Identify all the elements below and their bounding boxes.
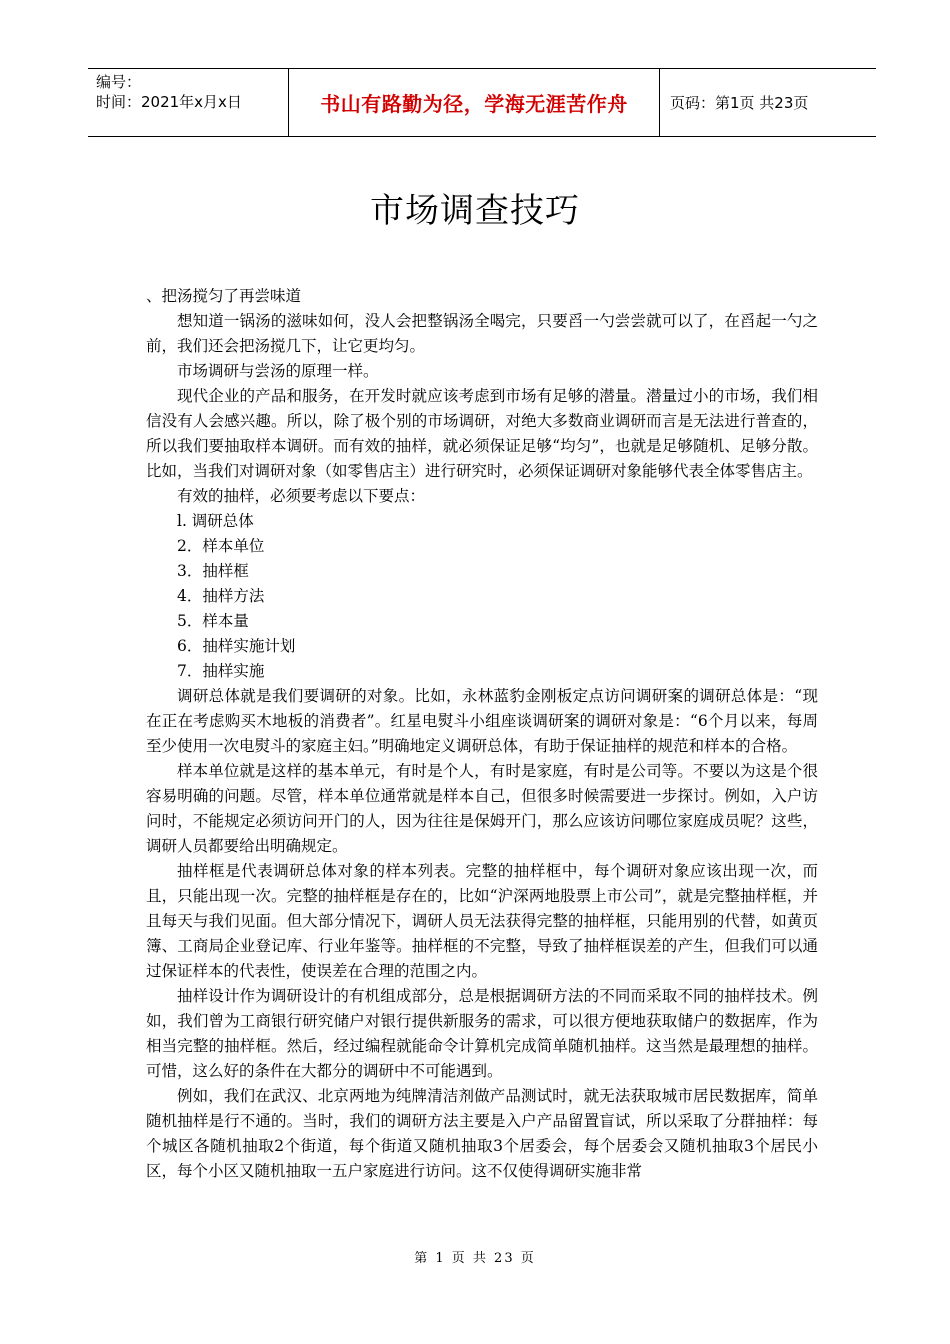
paragraph: 有效的抽样，必须要考虑以下要点： [177,487,426,505]
header-motto: 书山有路勤为径，学海无涯苦作舟 [288,69,660,136]
list-item: 7．抽样实施 [177,662,265,680]
section-heading: 、把汤搅匀了再尝味道 [146,287,302,305]
paragraph: 例如，我们在武汉、北京两地为纯牌清洁剂做产品测试时，就无法获取城市居民数据库，简单随机抽样是行不通的。当时，我们的调研方法主要是入户产品留置盲试，所以采取了分群抽样：每个城区各随机抽取2个街道，每个街道又随机抽取3个居委会，每个居委会又随机抽取3个居民小区，每个小区又随机抽取一五户家庭进行访问。这不仅使得调研实施非常 [146,1087,818,1180]
list-item: 3．抽样框 [177,562,249,580]
paragraph: 调研总体就是我们要调研的对象。比如，永林蓝豹金刚板定点访问调研案的调研总体是：“现在正在考虑购买木地板的消费者”。红星电熨斗小组座谈调研案的调研对象是：“6个月以来，每周至少使用一次电熨斗的家庭主妇。”明确地定义调研总体，有助于保证抽样的规范和样本的合格。 [146,687,818,755]
list-item: l. 调研总体 [177,512,254,530]
paragraph: 市场调研与尝汤的原理一样。 [177,362,379,380]
list-item: 4．抽样方法 [177,587,265,605]
paragraph: 样本单位就是这样的基本单元，有时是个人，有时是家庭，有时是公司等。不要以为这是个很容易明确的问题。尽管，样本单位通常就是样本自己，但很多时候需要进一步探讨。例如，入户访问时，不能规定必须访问开门的人，因为往往是保姆开门，那么应该访问哪位家庭成员呢？这些，调研人员都要给出明确规定。 [146,762,818,855]
header-page-label: 页码：第1页 共23页 [670,94,809,112]
document-body [146,284,818,1184]
header-table [88,68,876,137]
paragraph: 想知道一锅汤的滋味如何，没人会把整锅汤全喝完，只要舀一勺尝尝就可以了，在舀起一勺之前，我们还会把汤搅几下，让它更均匀。 [146,312,818,355]
page-footer: 第 1 页 共 23 页 [414,1251,536,1266]
document-title: 市场调查技巧 [370,190,580,231]
time-label: 时间：2021年x月x日 [96,93,242,111]
paragraph: 现代企业的产品和服务，在开发时就应该考虑到市场有足够的潜量。潜量过小的市场，我们相信没有人会感兴趣。所以，除了极个别的市场调研，对绝大多数商业调研而言是无法进行普查的，所以我们要抽取样本调研。而有效的抽样，就必须保证足够“均匀”，也就是足够随机、足够分散。比如，当我们对调研对象（如零售店主）进行研究时，必须保证调研对象能够代表全体零售店主。 [146,387,818,480]
number-label: 编号： [96,73,142,91]
header-meta [88,69,288,136]
list-item: 2．样本单位 [177,537,265,555]
paragraph: 抽样设计作为调研设计的有机组成部分，总是根据调研方法的不同而采取不同的抽样技术。例如，我们曾为工商银行研究储户对银行提供新服务的需求，可以很方便地获取储户的数据库，作为相当完整的抽样框。然后，经过编程就能命令计算机完成简单随机抽样。这当然是最理想的抽样。可惜，这么好的条件在大都分的调研中不可能遇到。 [146,987,818,1080]
paragraph: 抽样框是代表调研总体对象的样本列表。完整的抽样框中，每个调研对象应该出现一次，而且，只能出现一次。完整的抽样框是存在的，比如“沪深两地股票上市公司”，就是完整抽样框，并且每天与我们见面。但大部分情况下，调研人员无法获得完整的抽样框，只能用别的代替，如黄页簿、工商局企业登记库、行业年鉴等。抽样框的不完整，导致了抽样框误差的产生，但我们可以通过保证样本的代表性，使误差在合理的范围之内。 [146,862,818,980]
list-item: 6．抽样实施计划 [177,637,296,655]
list-item: 5．样本量 [177,612,249,630]
